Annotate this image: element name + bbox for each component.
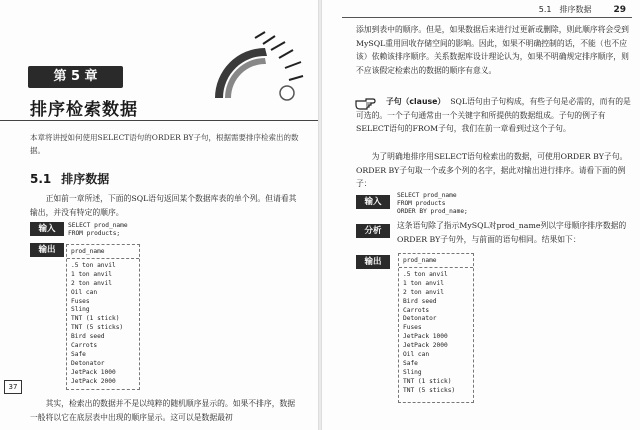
left-result-table	[66, 244, 140, 390]
table-row: TNT (1 stick)	[403, 377, 452, 385]
table-row: Fuses	[403, 324, 422, 332]
output-tag: 输出	[356, 255, 390, 269]
left-paragraph-1: 正如前一章所述，下面的SQL语句返回某个数据库表的单个列。但请看其输出，并没有特定的顺序。	[30, 194, 297, 217]
section-heading	[30, 170, 109, 187]
analysis-text: 这条语句除了指示MySQL对prod_name列以字母顺序排序数据的ORDER BY子句外，与前面的语句相同。结果如下：	[397, 221, 627, 244]
right-result-table	[398, 253, 474, 403]
right-page	[322, 0, 640, 430]
code-line: ORDER BY prod_name;	[397, 208, 468, 216]
table-row: Bird seed	[403, 297, 437, 305]
table-row: Detonator	[403, 315, 437, 323]
chapter-label: 第 5 章	[28, 66, 123, 88]
right-paragraph-1: 添加到表中的顺序。但是，如果数据后来进行过更新或删除，则此顺序将会受到MySQL重用回收存储空间的影响。因此，如果不明确控制的话，不能（也不应该）依赖该排序顺序。关系数据库设计理论认为，如果不明确规定排序顺序，则不应该假定检索出的数据的顺序有意义。	[356, 25, 629, 75]
table-row: Safe	[403, 359, 418, 367]
analysis-tag: 分析	[356, 224, 390, 238]
left-paragraph-2: 其实，检索出的数据并不是以纯粹的随机顺序显示的。如果不排序，数据一般将以它在底层表中出现的顺序显示。这可以是数据最初	[30, 399, 296, 422]
table-row: Carrots	[71, 342, 98, 350]
chapter-decoration-graphic	[195, 28, 305, 103]
table-row: Sling	[71, 306, 90, 314]
table-row: TNT (1 stick)	[71, 315, 120, 323]
section-title: 排序数据	[61, 172, 110, 186]
table-row: Detonator	[71, 359, 105, 367]
running-section-title: 排序数据	[559, 5, 592, 14]
term-word: 子句（clause）	[386, 97, 446, 106]
table-row: Bird seed	[71, 333, 105, 341]
right-code-block	[397, 192, 468, 217]
table-header: prod_name	[67, 245, 139, 259]
table-row: Fuses	[71, 297, 90, 305]
code-line: SELECT prod_name	[68, 222, 128, 229]
table-row: Oil can	[71, 288, 98, 296]
running-head-rule	[342, 17, 632, 18]
right-page-number: 29	[613, 5, 626, 15]
running-section-number: 5.1	[538, 5, 552, 14]
table-row: JetPack 2000	[71, 377, 116, 385]
table-row: 2 ton anvil	[71, 279, 112, 287]
table-row: JetPack 1000	[71, 368, 116, 376]
table-header: prod_name	[399, 254, 473, 268]
term-definition	[356, 95, 631, 136]
table-row: Oil can	[403, 351, 430, 359]
table-row: Sling	[403, 368, 422, 376]
chapter-title: 排序检索数据	[30, 100, 138, 120]
table-row: JetPack 2000	[403, 342, 448, 350]
table-row: 1 ton anvil	[71, 270, 112, 278]
table-row: JetPack 1000	[403, 333, 448, 341]
table-row: .5 ton anvil	[403, 271, 448, 278]
chapter-title-rule	[0, 120, 318, 121]
table-row: TNT (5 sticks)	[71, 324, 124, 332]
chapter-intro: 本章将讲授如何使用SELECT语句的ORDER BY子句，根据需要排序检索出的数据。	[30, 133, 299, 155]
table-row: 1 ton anvil	[403, 279, 444, 287]
section-number: 5.1	[30, 172, 52, 186]
table-row: .5 ton anvil	[71, 262, 116, 269]
table-row: Carrots	[403, 306, 430, 314]
code-line: SELECT prod_name	[397, 192, 457, 199]
running-head	[531, 4, 626, 15]
left-page	[0, 0, 318, 430]
input-tag: 输入	[356, 195, 390, 209]
left-page-number: 37	[4, 380, 22, 394]
input-tag: 输入	[30, 222, 64, 236]
code-line: FROM products	[397, 200, 446, 208]
term-text: SQL语句由子句构成，有些子句是必需的，而有的是可选的。一个子句通常由一个关键字和所提供的数据组成。子句的例子有SELECT语句的FROM子句，我们在前一章看到过这个子句。	[356, 97, 631, 133]
code-line: FROM products;	[68, 230, 121, 238]
left-code-block	[68, 222, 128, 238]
table-row: Safe	[71, 350, 86, 358]
table-row: TNT (5 sticks)	[403, 386, 456, 394]
right-paragraph-2: 为了明确地排序用SELECT语句检索出的数据，可使用ORDER BY子句。ORDER BY子句取一个或多个列的名字，据此对输出进行排序。请看下面的例子：	[356, 152, 628, 188]
output-tag: 输出	[30, 243, 64, 257]
table-row: 2 ton anvil	[403, 288, 444, 296]
